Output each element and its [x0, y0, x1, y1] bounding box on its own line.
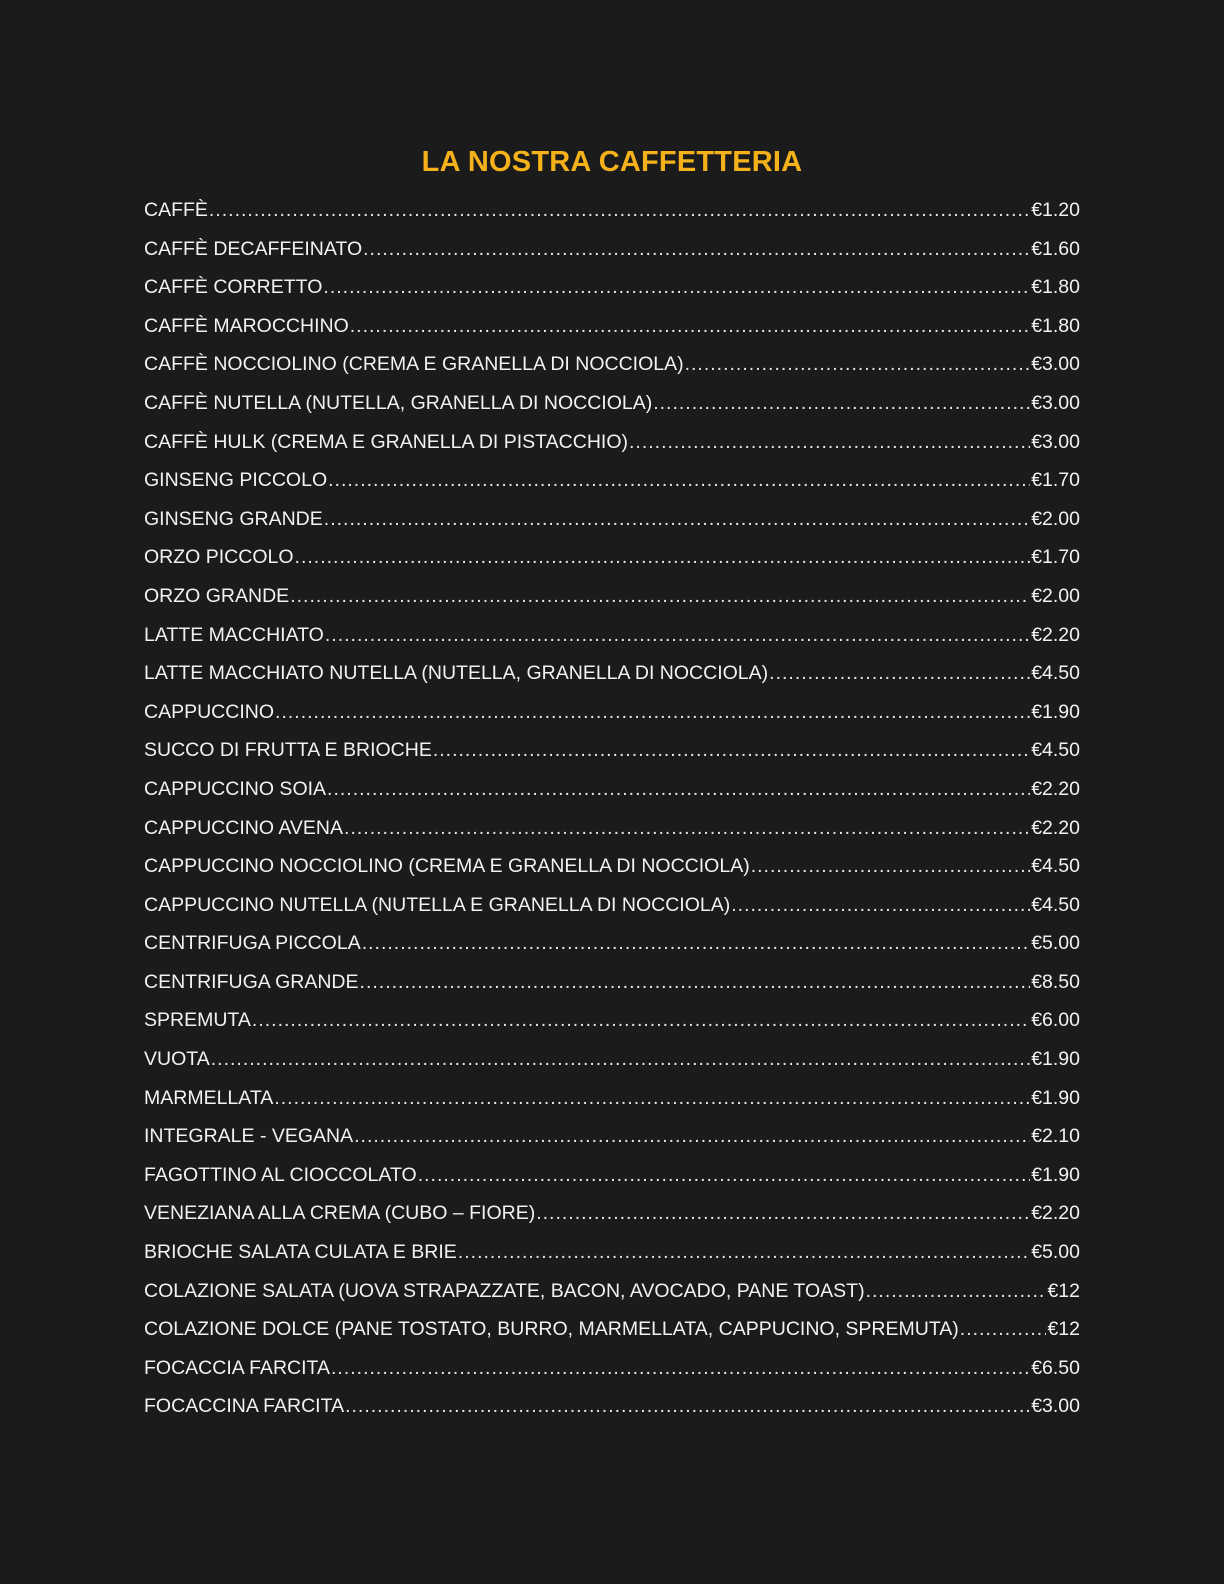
menu-item — [144, 1164, 1080, 1203]
dot-leader — [323, 276, 1030, 299]
item-name: CAFFÈ NUTELLA (NUTELLA, GRANELLA DI NOCCIOLA) — [144, 391, 653, 414]
dot-leader — [327, 778, 1030, 801]
item-price: €2.20 — [1031, 777, 1080, 800]
menu-item — [144, 1357, 1080, 1396]
item-name: CAFFÈ DECAFFEINATO — [144, 237, 363, 260]
item-price: €3.00 — [1031, 1395, 1080, 1418]
item-price: €1.80 — [1031, 314, 1080, 337]
item-price: €2.00 — [1031, 584, 1080, 607]
menu-item — [144, 701, 1080, 740]
dot-leader — [629, 431, 1030, 454]
item-price: €2.00 — [1031, 507, 1080, 530]
item-price: €5.00 — [1031, 932, 1080, 955]
menu-item — [144, 431, 1080, 470]
item-name: GINSENG GRANDE — [144, 507, 323, 530]
menu-item — [144, 894, 1080, 933]
item-price: €2.20 — [1031, 1202, 1080, 1225]
menu-item — [144, 392, 1080, 431]
menu-item — [144, 662, 1080, 701]
item-price: €8.50 — [1031, 970, 1080, 993]
item-name: BRIOCHE SALATA CULATA E BRIE — [144, 1241, 457, 1264]
menu-item — [144, 1280, 1080, 1319]
dot-leader — [685, 353, 1031, 376]
dot-leader — [328, 469, 1030, 492]
menu-item — [144, 469, 1080, 508]
item-name: FAGOTTINO AL CIOCCOLATO — [144, 1163, 417, 1186]
menu-item — [144, 817, 1080, 856]
item-price: €6.00 — [1031, 1009, 1080, 1032]
item-price: €4.50 — [1031, 893, 1080, 916]
item-price: €1.60 — [1031, 237, 1080, 260]
item-price: €2.20 — [1031, 623, 1080, 646]
item-price: €12 — [1047, 1279, 1080, 1302]
menu-item — [144, 585, 1080, 624]
item-name: CAPPUCCINO NUTELLA (NUTELLA E GRANELLA DI NOCCIOLA) — [144, 893, 731, 916]
item-name: CAFFÈ MAROCCHINO — [144, 314, 349, 337]
item-name: CAFFÈ — [144, 199, 208, 221]
dot-leader — [433, 739, 1030, 762]
item-price: €4.50 — [1031, 662, 1080, 685]
menu-item — [144, 855, 1080, 894]
dot-leader — [360, 971, 1031, 994]
item-price: €3.00 — [1031, 430, 1080, 453]
dot-leader — [324, 508, 1030, 531]
dot-leader — [290, 585, 1030, 608]
dot-leader — [731, 894, 1030, 917]
item-name: CAPPUCCINO NOCCIOLINO (CREMA E GRANELLA DI NOCCIOLA) — [144, 855, 750, 878]
item-name: CAPPUCCINO AVENA — [144, 816, 344, 839]
item-name: FOCACCINA FARCITA — [144, 1395, 345, 1418]
dot-leader — [295, 546, 1031, 569]
item-price: €1.90 — [1031, 1048, 1080, 1071]
item-name: VENEZIANA ALLA CREMA (CUBO – FIORE) — [144, 1202, 536, 1225]
item-price: €2.20 — [1031, 816, 1080, 839]
item-name: FOCACCIA FARCITA — [144, 1356, 330, 1379]
item-name: LATTE MACCHIATO — [144, 623, 324, 646]
item-name: CENTRIFUGA GRANDE — [144, 970, 359, 993]
menu-item — [144, 1009, 1080, 1048]
dot-leader — [653, 392, 1030, 415]
item-name: COLAZIONE DOLCE (PANE TOSTATO, BURRO, MARMELLATA, CAPPUCINO, SPREMUTA) — [144, 1318, 959, 1341]
menu-item — [144, 1395, 1080, 1434]
menu-item — [144, 739, 1080, 778]
dot-leader — [345, 1395, 1030, 1418]
item-price: €1.70 — [1031, 469, 1080, 492]
dot-leader — [866, 1280, 1047, 1303]
menu-item — [144, 1048, 1080, 1087]
dot-leader — [458, 1241, 1030, 1264]
dot-leader — [363, 238, 1030, 261]
menu-item — [144, 778, 1080, 817]
menu-item — [144, 353, 1080, 392]
dot-leader — [354, 1125, 1030, 1148]
item-name: CAPPUCCINO SOIA — [144, 777, 327, 800]
menu-item — [144, 199, 1080, 238]
item-price: €1.80 — [1031, 276, 1080, 299]
menu-item — [144, 508, 1080, 547]
menu-item — [144, 276, 1080, 315]
menu-item — [144, 1202, 1080, 1241]
menu-item — [144, 971, 1080, 1010]
item-name: CENTRIFUGA PICCOLA — [144, 932, 361, 955]
dot-leader — [211, 1048, 1030, 1071]
page-title: LA NOSTRA CAFFETTERIA — [421, 146, 803, 178]
item-name: GINSENG PICCOLO — [144, 469, 328, 492]
menu-item — [144, 624, 1080, 663]
dot-leader — [960, 1318, 1047, 1341]
item-name: CAFFÈ CORRETTO — [144, 276, 323, 299]
item-name: CAFFÈ HULK (CREMA E GRANELLA DI PISTACCHIO) — [144, 430, 628, 453]
item-price: €1.90 — [1031, 1086, 1080, 1109]
dot-leader — [209, 199, 1030, 222]
item-price: €1.90 — [1031, 1163, 1080, 1186]
item-name: LATTE MACCHIATO NUTELLA (NUTELLA, GRANELLA DI NOCCIOLA) — [144, 662, 769, 685]
dot-leader — [418, 1164, 1031, 1187]
dot-leader — [344, 817, 1030, 840]
item-name: INTEGRALE - VEGANA — [144, 1125, 354, 1148]
item-price: €3.00 — [1031, 391, 1080, 414]
item-name: ORZO GRANDE — [144, 584, 290, 607]
item-name: CAPPUCCINO — [144, 700, 275, 723]
dot-leader — [751, 855, 1030, 878]
item-price: €1.90 — [1031, 700, 1080, 723]
dot-leader — [252, 1009, 1030, 1032]
dot-leader — [274, 1087, 1030, 1110]
item-name: SPREMUTA — [144, 1009, 251, 1032]
item-price: €5.00 — [1031, 1241, 1080, 1264]
dot-leader — [331, 1357, 1030, 1380]
menu-item — [144, 1318, 1080, 1357]
menu-item — [144, 932, 1080, 971]
item-price: €2.10 — [1031, 1125, 1080, 1148]
item-price: €1.20 — [1031, 199, 1080, 221]
dot-leader — [275, 701, 1030, 724]
dot-leader — [536, 1202, 1030, 1225]
menu-item — [144, 238, 1080, 277]
item-name: ORZO PICCOLO — [144, 546, 294, 569]
item-name: MARMELLATA — [144, 1086, 274, 1109]
menu-list — [144, 199, 1080, 1434]
dot-leader — [325, 624, 1030, 647]
menu-item — [144, 1241, 1080, 1280]
item-name: SUCCO DI FRUTTA E BRIOCHE — [144, 739, 432, 762]
dot-leader — [769, 662, 1030, 685]
menu-item — [144, 315, 1080, 354]
item-price: €4.50 — [1031, 739, 1080, 762]
menu-item — [144, 1125, 1080, 1164]
item-name: CAFFÈ NOCCIOLINO (CREMA E GRANELLA DI NOCCIOLA) — [144, 353, 684, 376]
item-name: VUOTA — [144, 1048, 210, 1071]
menu-item — [144, 546, 1080, 585]
item-price: €1.70 — [1031, 546, 1080, 569]
item-price: €3.00 — [1031, 353, 1080, 376]
dot-leader — [350, 315, 1030, 338]
dot-leader — [362, 932, 1030, 955]
item-price: €4.50 — [1031, 855, 1080, 878]
menu-item — [144, 1087, 1080, 1126]
item-price: €12 — [1047, 1318, 1080, 1341]
item-price: €6.50 — [1031, 1356, 1080, 1379]
item-name: COLAZIONE SALATA (UOVA STRAPAZZATE, BACON, AVOCADO, PANE TOAST) — [144, 1279, 865, 1302]
